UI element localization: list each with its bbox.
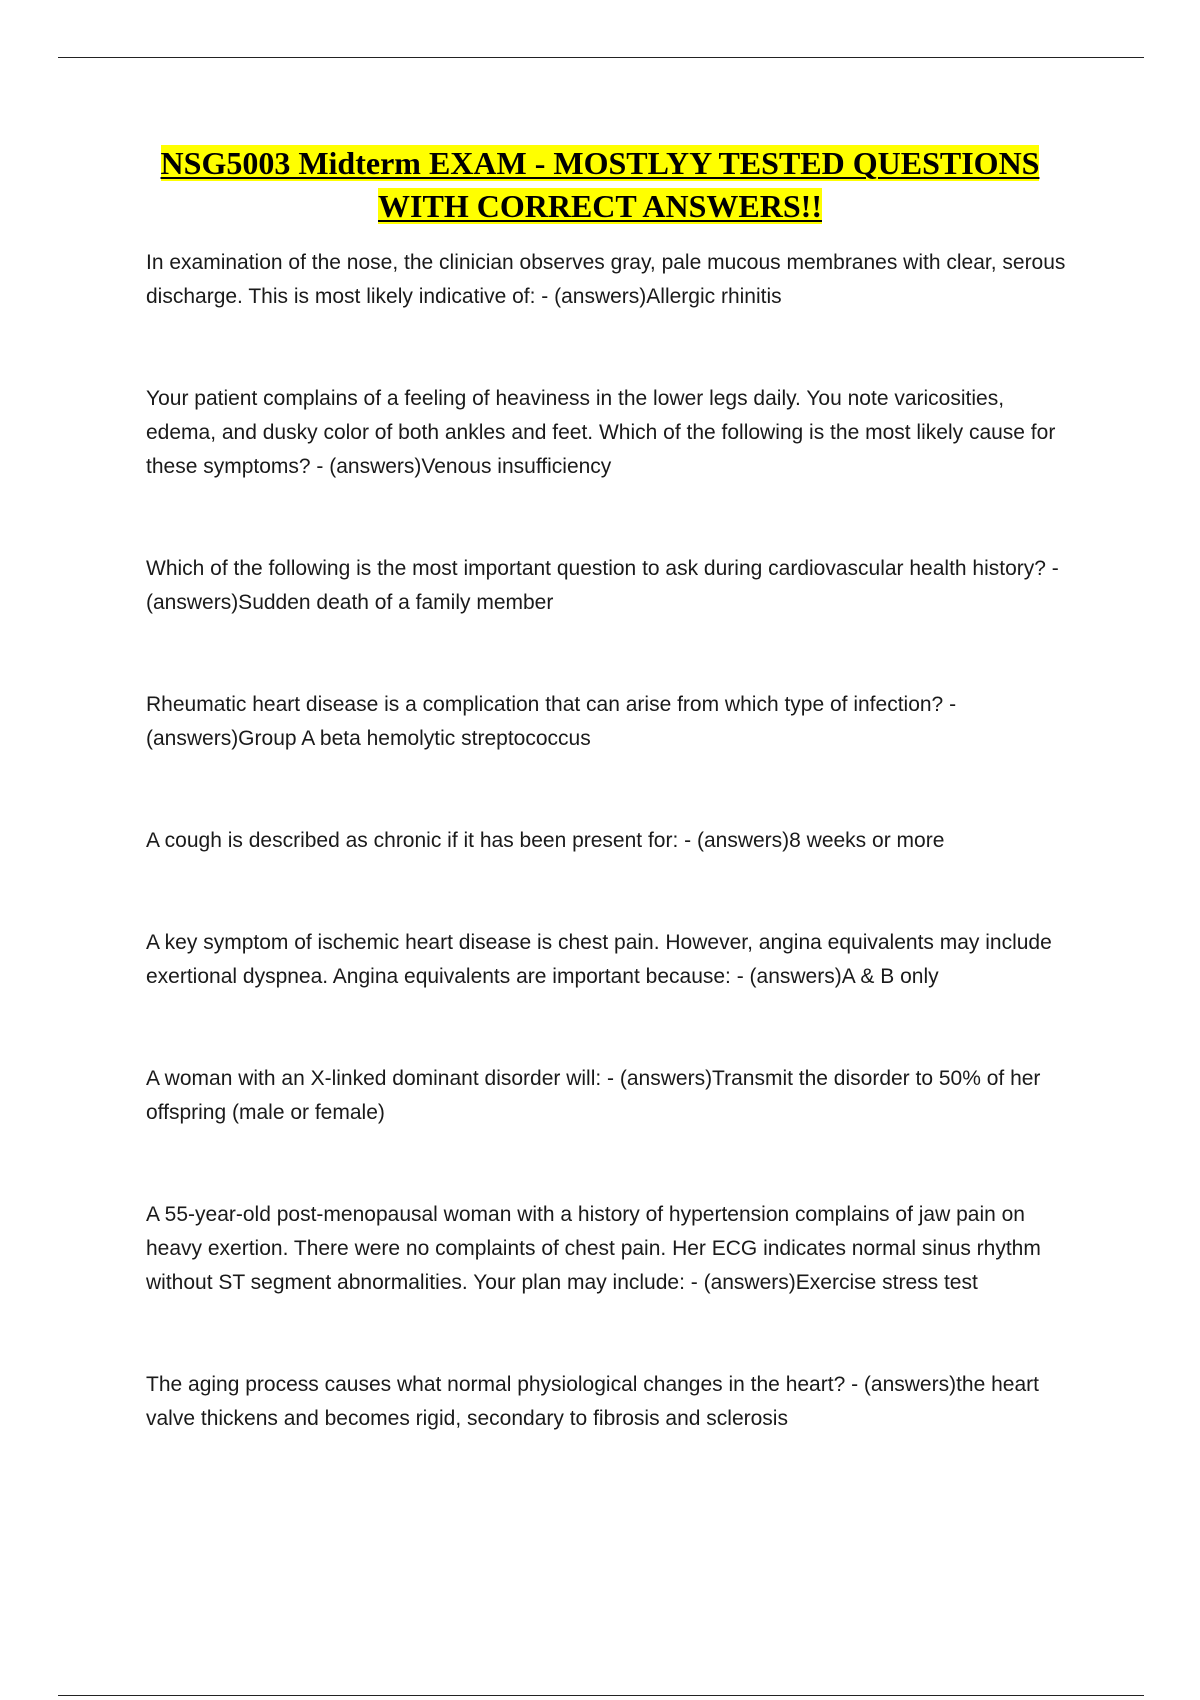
title-line-1: NSG5003 Midterm EXAM - MOSTLYY TESTED QUESTIONS [160,145,1040,181]
title-line-2: WITH CORRECT ANSWERS!! [378,188,822,224]
document-title [100,142,1100,228]
question-item-8: A 55-year-old post-menopausal woman with a history of hypertension complains of jaw pain on heavy exertion. There were no complaints of chest pain. Her ECG indicates normal sinus rhythm without ST segment abnormalities. Your plan may include: - (answers)Exercise stress test [146,1203,1041,1294]
question-item-3: Which of the following is the most important question to ask during cardiovascular health history? - (answers)Sudden death of a family member [146,557,1059,614]
header-rule [58,57,1144,58]
question-item-9: The aging process causes what normal physiological changes in the heart? - (answers)the heart valve thickens and becomes rigid, secondary to fibrosis and sclerosis [146,1373,1039,1430]
footer-rule [58,1695,1144,1696]
question-item-2: Your patient complains of a feeling of heaviness in the lower legs daily. You note varicosities, edema, and dusky color of both ankles and feet. Which of the following is the most likely cause for these symptoms? - (answers)Venous insufficiency [146,387,1056,478]
question-list [146,246,1066,1436]
question-item-5: A cough is described as chronic if it has been present for: - (answers)8 weeks or more [146,829,945,852]
question-item-6: A key symptom of ischemic heart disease is chest pain. However, angina equivalents may include exertional dyspnea. Angina equivalents are important because: - (answers)A & B only [146,931,1052,988]
question-item-7: A woman with an X-linked dominant disorder will: - (answers)Transmit the disorder to 50% of her offspring (male or female) [146,1067,1041,1124]
question-item-1: In examination of the nose, the clinician observes gray, pale mucous membranes with clear, serous discharge. This is most likely indicative of: - (answers)Allergic rhinitis [146,251,1066,308]
question-item-4: Rheumatic heart disease is a complication that can arise from which type of infection? - (answers)Group A beta hemolytic streptococcus [146,693,957,750]
